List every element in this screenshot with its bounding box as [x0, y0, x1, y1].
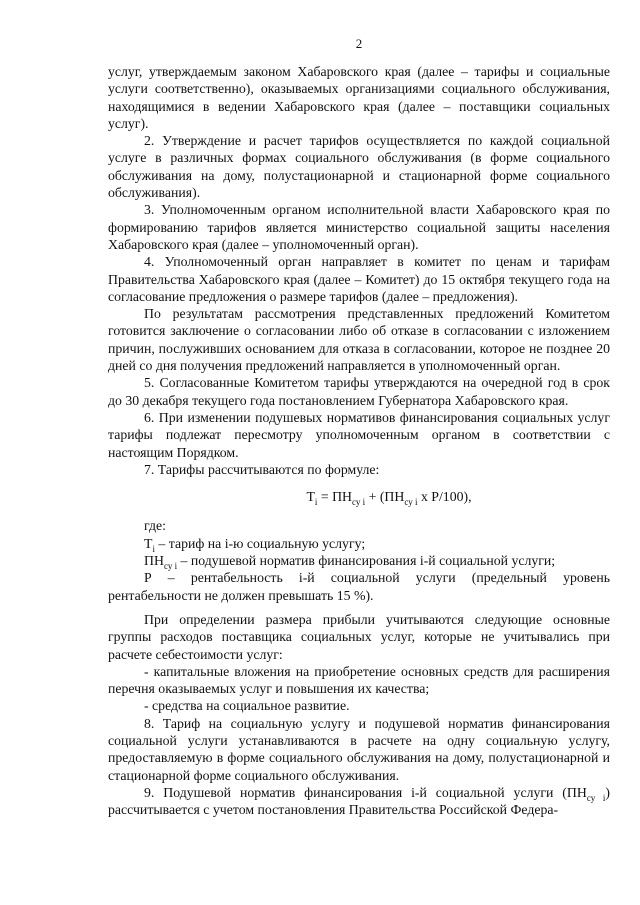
paragraph-5: По результатам рассмотрения представленных предложений Комитетом готовится заключение о согласовании либо об отказе в согласовании с изложением причин, послуживших основанием для отказа в согласовании, которое не позднее 20 дней со дня получения предложений направляется в уполномоченный орган. [108, 306, 610, 374]
def-t: $T_i$ – тариф на i-ю социальную услугу; [144, 535, 366, 554]
where-label: где: [144, 518, 166, 534]
paragraph-profit: При определении размера прибыли учитываются следующие основные группы расходов поставщика социальных услуг, которые не учитывались при расчете себестоимости услуг: [108, 611, 610, 662]
paragraph-1: услуг, утверждаемым законом Хабаровского края (далее – тарифы и социальные услуги соответственно), оказываемых организациями социального обслуживания, находящимися в ведении Хабаровского края (далее – поставщики социальных услуг). [108, 64, 610, 131]
paragraph-4: 4. Уполномоченный орган направляет в комитет по ценам и тарифам Правительства Хабаровского края (далее – Комитет) до 15 октября текущего года на согласование предложения о размере тарифов (далее – предложения). [108, 254, 610, 304]
paragraph-6: 5. Согласованные Комитетом тарифы утверждаются на очередной год в срок до 30 декабря текущего года постановлением Губернатора Хабаровского края. [108, 375, 610, 408]
document-page [108, 36, 610, 818]
paragraph-social: - средства на социальное развитие. [144, 698, 350, 714]
paragraph-3: 3. Уполномоченным органом исполнительной власти Хабаровского края по формированию тарифов является министерство социальной защиты населения Хабаровского края (далее – уполномоченный орган). [108, 202, 610, 252]
paragraph-9-item: 9. Подушевой норматив финансирования i-й социальной услуги $(ПН_{су i})$ рассчитывается с учетом постановления Правительства Российской Федера- [108, 784, 610, 818]
paragraph-2: 2. Утверждение и расчет тарифов осуществляется по каждой социальной услуге в различных формах социального обслуживания (в форме социального обслуживания на дому, полустационарной и стационарной форме социального обслуживания). [108, 133, 610, 201]
paragraph-capital: - капитальные вложения на приобретение основных средств для расширения перечня оказываемых услуг и повышения их качества; [108, 663, 610, 697]
page-number: 2 [355, 36, 363, 51]
paragraph-8: 7. Тарифы рассчитываются по формуле: [144, 461, 380, 477]
tariff-formula: $T_i = ПН_{су i} + (ПН_{су i}$ x Р/100), [306, 489, 472, 507]
paragraph-7: 6. При изменении подушевых нормативов финансирования социальных услуг тарифы подлежат пересмотру уполномоченным органом в соответствии с настоящим Порядком. [108, 409, 610, 460]
def-r: Р – рентабельность i-й социальной услуги (предельный уровень рентабельности не должен превышать 15 %). [108, 570, 610, 603]
def-pn: $ПН_{су i}$ – подушевой норматив финансирования i-й социальной услуги; [144, 553, 556, 571]
paragraph-8-item: 8. Тариф на социальную услугу и подушевой норматив финансирования социальной услуги устанавливаются в расчете на одну социальную услугу, предоставляемую в форме социального обслуживания на дому, полустационарной и стационарной форме социального обслуживания. [108, 715, 610, 783]
